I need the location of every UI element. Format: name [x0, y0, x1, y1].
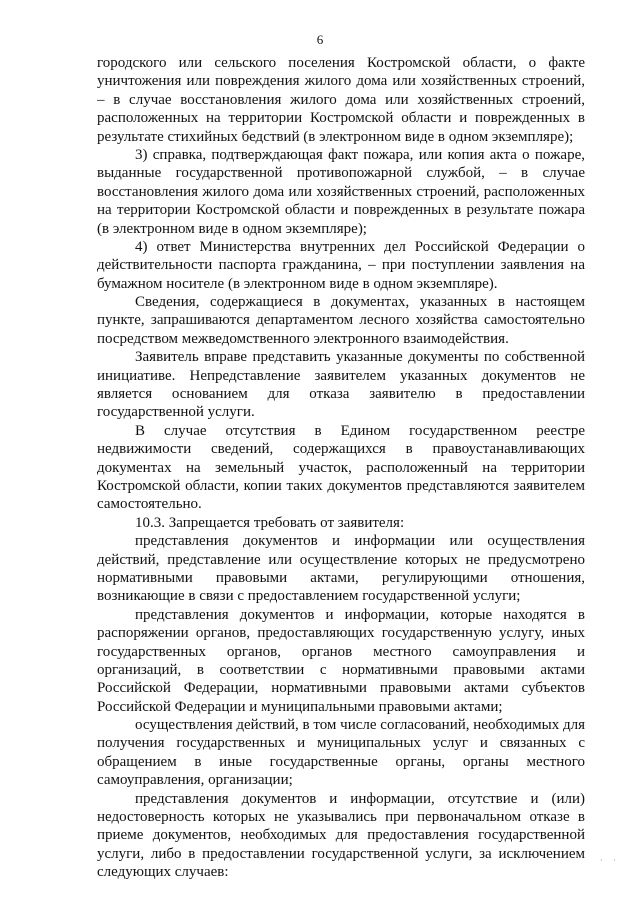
text-line: на территории Костромской области и поврежденных в результате пожара [97, 202, 585, 219]
text-line: Сведения, содержащиеся в документах, указанных в настоящем [135, 294, 585, 311]
text-line: самостоятельно. [97, 496, 202, 513]
text-line: услуги, либо в предоставлении государственной услуги, за исключением [97, 845, 585, 862]
text-line: недвижимости сведений, содержащихся в правоустанавливающих [97, 441, 585, 458]
paragraph [97, 146, 585, 238]
text-line: распоряжении органов, предоставляющих государственную услугу, иных [97, 625, 585, 642]
text-line: результате стихийных бедствий (в электронном виде в одном экземпляре); [97, 128, 574, 145]
text-line: документах на земельный участок, расположенный на территории [97, 459, 585, 476]
text-line: Российской Федерации, нормативными правовыми актами субъектов [97, 680, 585, 697]
text-line: осуществления действий, в том числе согласований, необходимых для [135, 717, 585, 734]
text-line: посредством межведомственного электронного взаимодействия. [97, 330, 509, 347]
text-line: – в случае восстановления жилого дома или хозяйственных строений, [97, 91, 585, 108]
text-line: государственной услуги. [97, 404, 255, 421]
text-line: выданные государственной противопожарной службой, – в случае [97, 165, 585, 182]
text-line: бумажном носителе (в электронном виде в одном экземпляре). [97, 275, 498, 292]
text-line: В случае отсутствия в Едином государственном реестре [135, 422, 585, 439]
text-line: пункте, запрашиваются департаментом лесного хозяйства самостоятельно [97, 312, 585, 329]
paragraph [97, 238, 585, 293]
text-line: Российской Федерации и муниципальными правовыми актами; [97, 698, 503, 715]
paragraph [97, 514, 585, 532]
text-line: представления документов и информации или осуществления [135, 533, 585, 550]
text-line: обращением в иные государственные органы, органы местного [97, 753, 585, 770]
text-line: приеме документов, необходимых для предоставления государственной [97, 827, 585, 844]
text-line: Заявитель вправе представить указанные документы по собственной [135, 349, 585, 366]
page-number: 6 [316, 32, 324, 47]
paragraph [97, 606, 585, 716]
text-line: 10.3. Запрещается требовать от заявителя: [135, 514, 405, 531]
text-line: восстановления жилого дома или хозяйственных строений, расположенных [97, 183, 585, 200]
scan-artifact: · · [599, 855, 620, 865]
text-line: Костромской области, копии таких документов представляются заявителем [97, 477, 585, 494]
text-line: действий, представление или осуществление которых не предусмотрено [97, 551, 585, 568]
paragraph [97, 54, 585, 146]
document-body [97, 54, 585, 882]
text-line: городского или сельского поселения Костромской области, о факте [97, 55, 585, 71]
text-line: самоуправления, организации; [97, 772, 293, 789]
text-line: недостоверность которых не указывались при первоначальном отказе в [97, 809, 585, 826]
text-line: является основанием для отказа заявителю в предоставлении [97, 386, 585, 403]
paragraph [97, 532, 585, 606]
text-line: (в электронном виде в одном экземпляре); [97, 220, 367, 237]
paragraph [97, 293, 585, 348]
text-line: действительности паспорта гражданина, – при поступлении заявления на [97, 257, 585, 274]
text-line: нормативными правовыми актами, регулирующими отношения, [97, 569, 585, 586]
paragraph [97, 422, 585, 514]
text-line: уничтожения или повреждения жилого дома или хозяйственных строений, [97, 73, 585, 90]
paragraph [97, 716, 585, 790]
text-line: инициативе. Непредставление заявителем указанных документов не [97, 367, 585, 384]
text-line: 4) ответ Министерства внутренних дел Российской Федерации о [135, 238, 585, 255]
paragraph [97, 790, 585, 882]
text-line: следующих случаев: [97, 864, 229, 881]
text-line: представления документов и информации, отсутствие и (или) [135, 790, 585, 807]
text-line: 3) справка, подтверждающая факт пожара, или копия акта о пожаре, [135, 146, 585, 163]
text-line: представления документов и информации, которые находятся в [135, 606, 585, 623]
text-line: организаций, в соответствии с нормативными правовыми актами [97, 661, 585, 678]
text-line: возникающие в связи с предоставлением государственной услуги; [97, 588, 521, 605]
text-line: расположенных на территории Костромской области и поврежденных в [97, 110, 585, 127]
text-line: государственных органов, органов местного самоуправления и [97, 643, 585, 660]
text-line: получения государственных и муниципальных услуг и связанных с [97, 735, 585, 752]
paragraph [97, 348, 585, 422]
